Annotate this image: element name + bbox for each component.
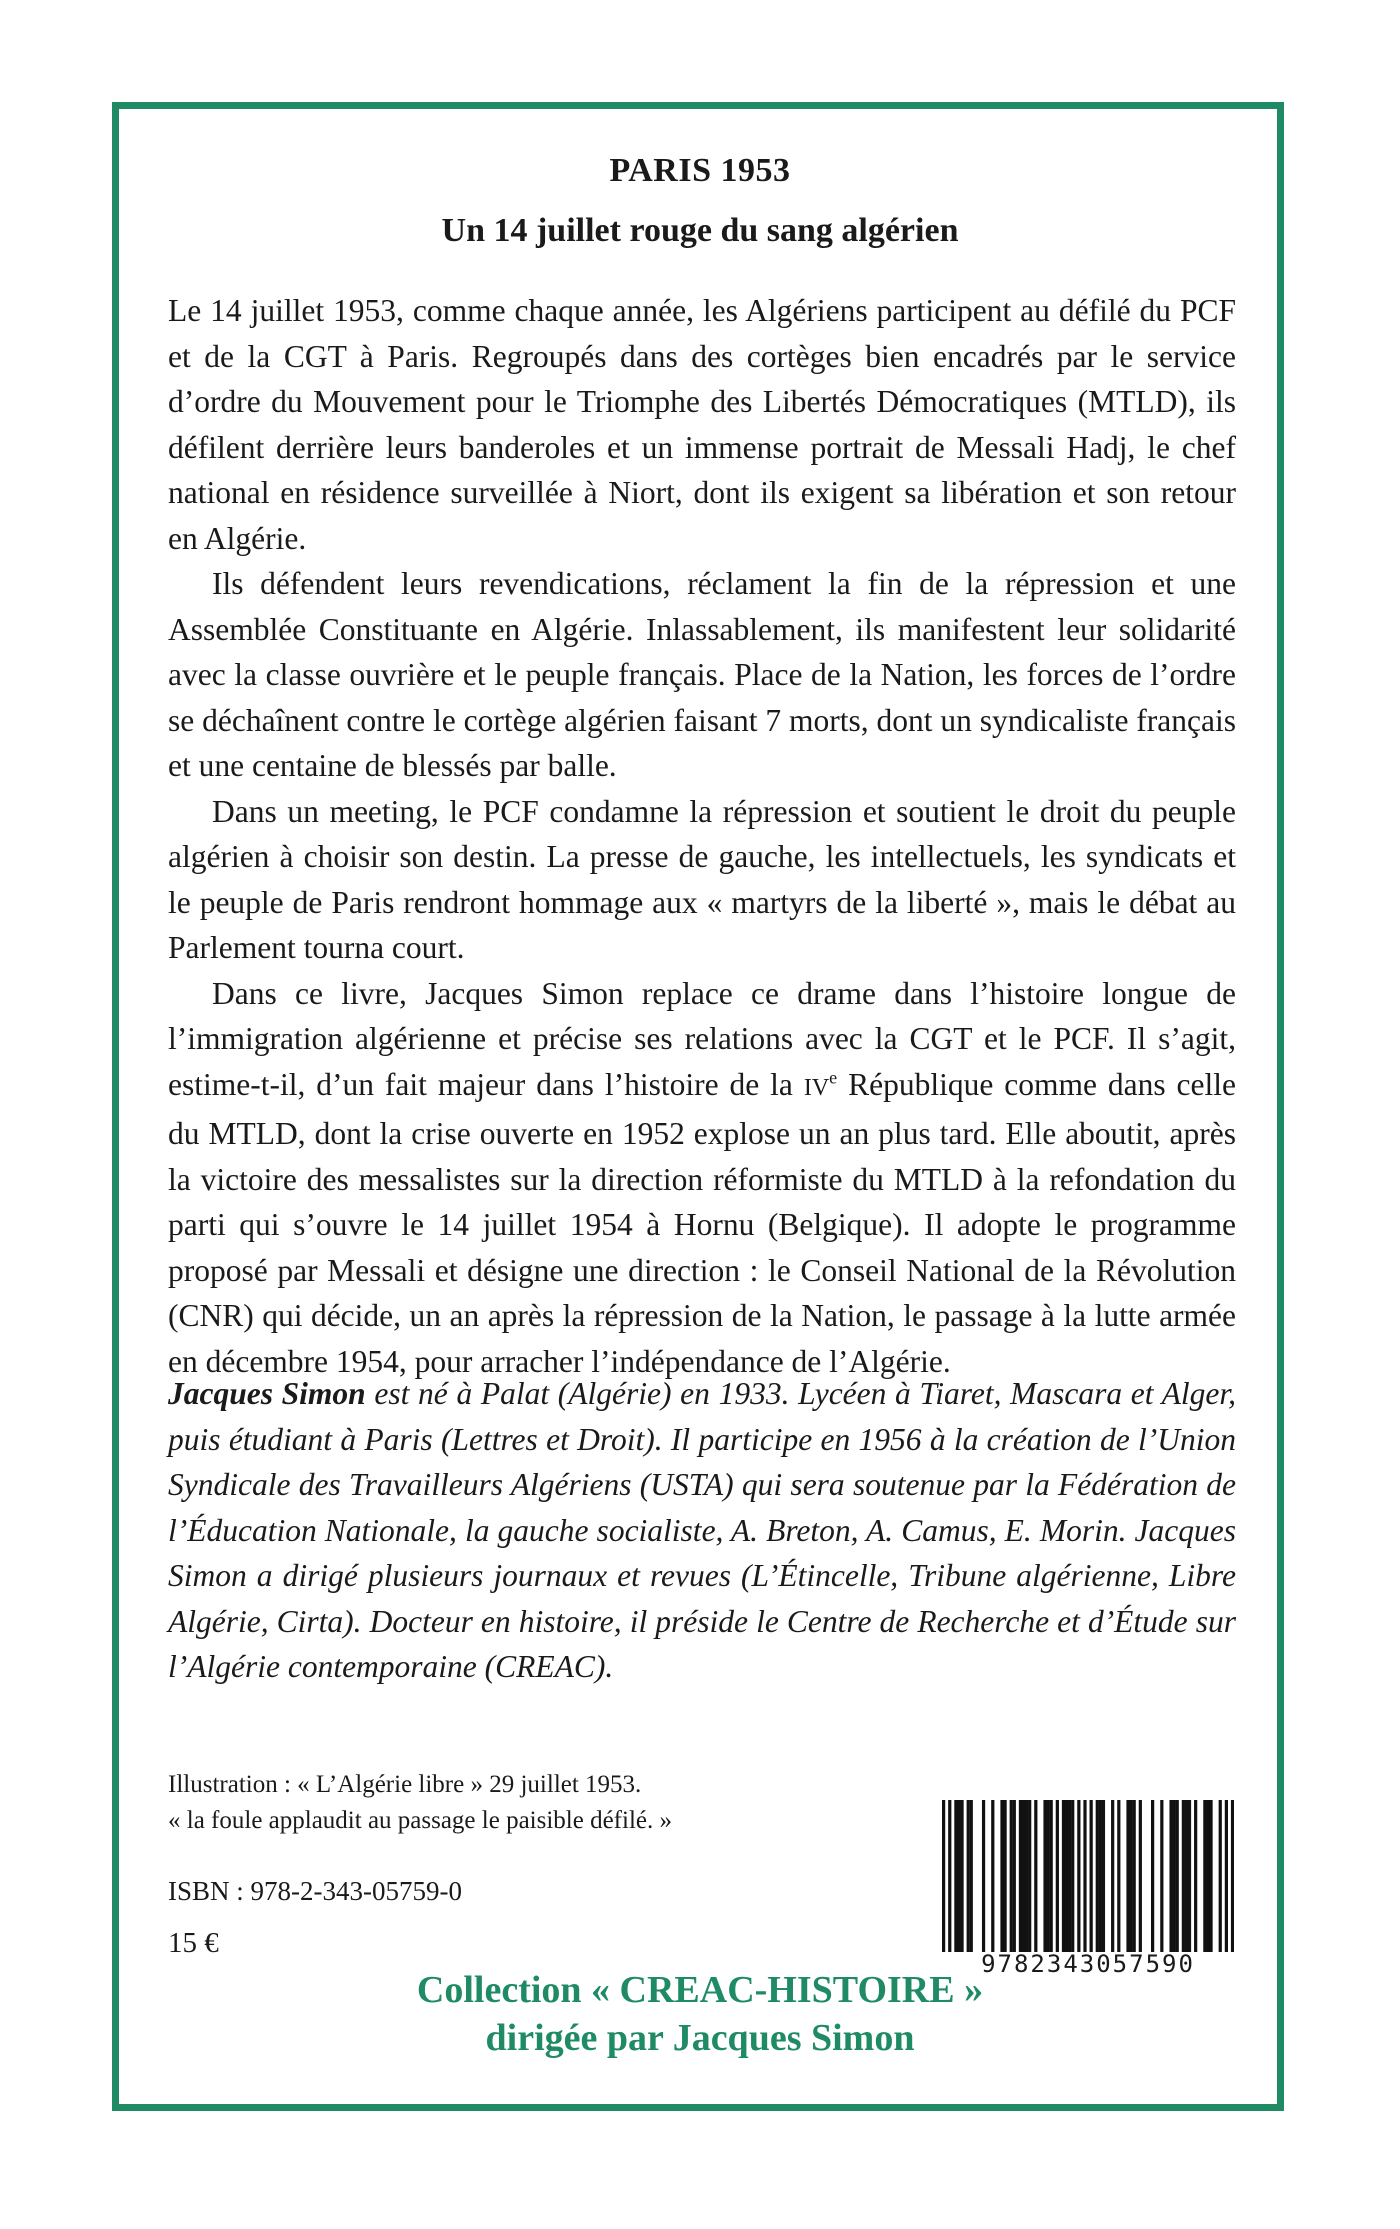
barcode-bar xyxy=(1169,1800,1172,1952)
barcode-bar xyxy=(1068,1800,1071,1952)
republic-numeral-suffix: e xyxy=(829,1067,838,1087)
barcode-bar xyxy=(1083,1800,1086,1952)
summary-text xyxy=(168,288,1236,1384)
collection-name: Collection « CREAC-HISTOIRE » xyxy=(416,1969,984,2011)
summary-paragraph-3: Dans un meeting, le PCF condamne la répression et soutient le droit du peuple algérien à choisir son destin. La presse de gauche, les intellectuels, les syndicats et le peuple de Paris rendront hommage aux « martyrs de la liberté », mais le débat au Parlement tourna court. xyxy=(168,793,1236,965)
book-subtitle: Un 14 juillet rouge du sang algérien xyxy=(441,212,959,249)
barcode-bar xyxy=(1173,1800,1176,1952)
barcode-bar xyxy=(1182,1800,1185,1952)
barcode-bar xyxy=(1043,1800,1046,1952)
barcode-bar xyxy=(1185,1800,1188,1952)
barcode-bar xyxy=(1129,1800,1132,1952)
barcode-bar xyxy=(1203,1800,1206,1952)
barcode-bar xyxy=(1000,1800,1003,1952)
republic-numeral: IV xyxy=(803,1074,830,1101)
summary-paragraph-2: Ils défendent leurs revendications, réclament la fin de la répression et une Assemblée Constituante en Algérie. Inlassablement, ils manifestent leur solidarité avec la classe ouvrière et le peuple français. Place de la Nation, les forces de l’ordre se déchaînent contre le cortège algérien faisant 7 morts, dont un syndicaliste français et une centaine de blessés par balle. xyxy=(168,566,1236,783)
barcode-bar xyxy=(960,1800,963,1952)
barcode-bar xyxy=(1065,1800,1068,1952)
barcode-bar xyxy=(970,1800,973,1952)
barcode-bar xyxy=(1117,1800,1120,1952)
summary-paragraph-4-start: Dans ce livre, Jacques Simon replace ce drame dans l’histoire longue de l’immigration algérienne et précise ses relations avec la CGT et le PCF. Il s’agit, estime-t-il, d’un fait majeur dans l’histoire de la xyxy=(168,975,1236,1102)
barcode-bar xyxy=(1077,1800,1080,1952)
barcode-bar xyxy=(1013,1800,1016,1952)
barcode-bar xyxy=(1209,1800,1212,1952)
illustration-credit: Illustration : « L’Algérie libre » 29 juillet 1953. xyxy=(168,1771,642,1798)
barcode-bar xyxy=(967,1800,970,1952)
barcode-bar xyxy=(1188,1800,1191,1952)
barcode-bar xyxy=(1096,1800,1099,1952)
barcode-bar xyxy=(1194,1800,1197,1952)
barcode-bar xyxy=(1090,1800,1093,1952)
barcode-bar xyxy=(1225,1800,1228,1952)
barcode-bar xyxy=(1133,1800,1136,1952)
barcode-bar xyxy=(1071,1800,1074,1952)
barcode-bar xyxy=(957,1800,960,1952)
illustration-caption: « la foule applaudit au passage le paisible défilé. » xyxy=(168,1807,672,1834)
summary-paragraph-4-end: République comme dans celle du MTLD, dont la crise ouverte en 1952 explose un an plus tard. Elle aboutit, après la victoire des messalistes sur la direction réformiste du MTLD à la refondation du parti qui s’ouvre le 14 juillet 1954 à Hornu (Belgique). Il adopte le programme proposé par Messali et désigne une direction : le Conseil National de la Révolution (CNR) qui décide, un an après la répression de la Nation, le passage à la lutte armée en décembre 1954, pour arracher l’indépendance de l’Algérie. xyxy=(168,1066,1236,1379)
barcode-bar xyxy=(1151,1800,1154,1952)
barcode-bar xyxy=(1025,1800,1028,1952)
barcode-bar xyxy=(1160,1800,1163,1952)
author-bio-text: est né à Palat (Algérie) en 1933. Lycéen à Tiaret, Mascara et Alger, puis étudiant à Paris (Lettres et Droit). Il participe en 1956 à la création de l’Union Syndicale des Travailleurs Algériens (USTA) qui sera soutenue par la Fédération de l’Éducation Nationale, la gauche socialiste, A. Breton, A. Camus, E. Morin. Jacques Simon a dirigé plusieurs journaux et revues (L’Étincelle, Tribune algérienne, Libre Algérie, Cirta). Docteur en histoire, il préside le Centre de Recherche et d’Étude sur l’Algérie contemporaine (CREAC). xyxy=(168,1376,1237,1684)
barcode-bar xyxy=(1019,1800,1022,1952)
barcode-bar xyxy=(1062,1800,1065,1952)
barcode-digits: 9782343057590 xyxy=(981,1950,1195,1978)
barcode-bar xyxy=(942,1800,945,1952)
barcode-bar xyxy=(1056,1800,1059,1952)
isbn: ISBN : 978-2-343-05759-0 xyxy=(168,1876,462,1906)
collection-editor: dirigée par Jacques Simon xyxy=(485,2017,915,2059)
barcode-bar xyxy=(1206,1800,1209,1952)
barcode-bar xyxy=(1176,1800,1179,1952)
barcode-bar xyxy=(1219,1800,1222,1952)
barcode-bar xyxy=(1047,1800,1050,1952)
isbn-barcode xyxy=(942,1800,1234,1952)
barcode-bar xyxy=(1099,1800,1102,1952)
barcode-bar xyxy=(982,1800,985,1952)
barcode-bar xyxy=(1111,1800,1114,1952)
barcode-bar xyxy=(1022,1800,1025,1952)
summary-paragraph-4 xyxy=(168,971,1236,1385)
barcode-bar xyxy=(1050,1800,1053,1952)
price: 15 € xyxy=(168,1927,219,1959)
author-name: Jacques Simon xyxy=(168,1376,366,1411)
summary-paragraph-1: Le 14 juillet 1953, comme chaque année, les Algériens participent au défilé du PCF et de la CGT à Paris. Regroupés dans des cortèges bien encadrés par le service d’ordre du Mouvement pour le Triomphe des Libertés Démocratiques (MTLD), ils défilent derrière leurs banderoles et un immense portrait de Messali Hadj, le chef national en résidence surveillée à Niort, dont ils exigent sa libération et son retour en Algérie. xyxy=(168,293,1236,556)
barcode-bar xyxy=(1102,1800,1105,1952)
book-title: PARIS 1953 xyxy=(609,152,791,189)
barcode-bar xyxy=(1003,1800,1006,1952)
barcode-bar xyxy=(991,1800,994,1952)
barcode-bar xyxy=(954,1800,957,1952)
barcode-bar xyxy=(1034,1800,1037,1952)
author-bio xyxy=(168,1371,1236,1690)
barcode-bar xyxy=(1231,1800,1234,1952)
barcode-bar xyxy=(1028,1800,1031,1952)
barcode-bar xyxy=(1139,1800,1142,1952)
barcode-bars xyxy=(942,1800,1234,1952)
barcode-bar xyxy=(1010,1800,1013,1952)
barcode-bar xyxy=(1126,1800,1129,1952)
barcode-bar xyxy=(948,1800,951,1952)
